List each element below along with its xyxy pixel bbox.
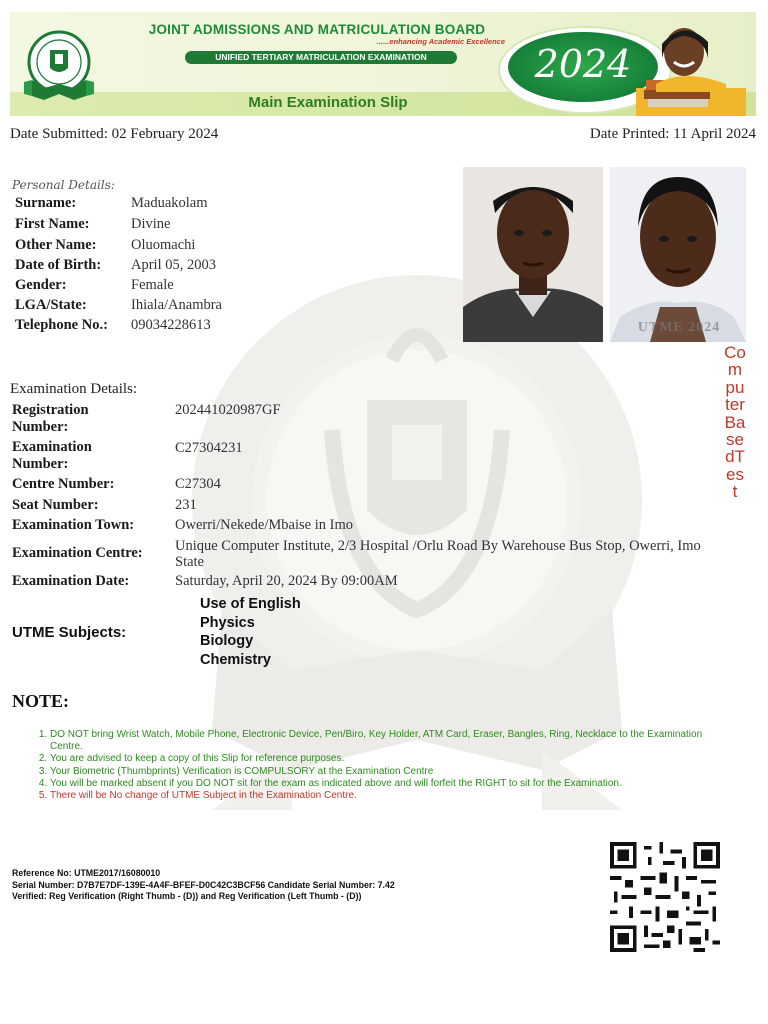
- photo-stamp: UTME 2024: [637, 320, 721, 335]
- registration-number-value: 202441020987GF: [175, 402, 281, 418]
- computer-based-test-label: ComputerBasedTest: [724, 343, 746, 502]
- other-name-value: Oluomachi: [131, 237, 196, 253]
- dob-label: Date of Birth:: [15, 257, 102, 273]
- subject-item: Physics: [200, 615, 255, 631]
- surname-value: Maduakolam: [131, 195, 208, 211]
- other-name-label: Other Name:: [15, 237, 97, 253]
- examination-date-label: Examination Date:: [12, 573, 130, 589]
- notes-list: [38, 729, 730, 802]
- first-name-label: First Name:: [15, 216, 90, 232]
- centre-number-value: C27304: [175, 476, 221, 492]
- examination-centre-value: Unique Computer Institute, 2/3 Hospital /Orlu Road By Warehouse Bus Stop, Owerri, Imo State: [175, 538, 701, 570]
- examination-town-value: Owerri/Nekede/Mbaise in Imo: [175, 517, 353, 533]
- subject-item: Chemistry: [200, 652, 271, 668]
- personal-details-heading: Personal Details:: [12, 178, 115, 192]
- board-name: JOINT ADMISSIONS AND MATRICULATION BOARD: [148, 22, 486, 37]
- utme-subjects-label: UTME Subjects:: [12, 624, 127, 641]
- tagline: ......enhancing Academic Excellence: [376, 37, 505, 46]
- dob-value: April 05, 2003: [131, 257, 216, 273]
- surname-label: Surname:: [15, 195, 77, 211]
- examination-details-heading: Examination Details:: [10, 381, 138, 397]
- serial-number: Serial Number: D7B7E7DF-139E-4A4F-BFEF-D0C42C3BCF56 Candidate Serial Number: 7.42: [12, 880, 395, 890]
- examination-date-value: Saturday, April 20, 2024 By 09:00AM: [175, 573, 398, 589]
- year-text: 2024: [534, 42, 632, 86]
- examination-centre-label: Examination Centre:: [12, 545, 143, 561]
- note-item: 1. DO NOT bring Wrist Watch, Mobile Phone, Electronic Device, Pen/Biro, Key Holder, ATM Card, Eraser, Bangles, Ring, Necklace to the Examination Centre.: [50, 729, 730, 753]
- lga-state-label: LGA/State:: [15, 297, 87, 313]
- slip-title: Main Examination Slip: [248, 94, 408, 111]
- date-printed: Date Printed: 11 April 2024: [589, 126, 756, 142]
- subject-item: Biology: [200, 633, 254, 649]
- reference-number: Reference No: UTME2017/16080010: [12, 868, 161, 878]
- seat-number-label: Seat Number:: [12, 497, 99, 513]
- jamb-logo-icon: [22, 28, 96, 102]
- centre-number-label: Centre Number:: [12, 476, 115, 492]
- note-heading: NOTE:: [12, 691, 70, 711]
- seat-number-value: 231: [175, 497, 197, 513]
- examination-town-label: Examination Town:: [12, 517, 135, 533]
- examination-number-label: Examination Number:: [12, 439, 92, 472]
- date-submitted: Date Submitted: 02 February 2024: [10, 126, 219, 142]
- candidate-photo-registration: [463, 167, 603, 342]
- first-name-value: Divine: [131, 216, 171, 232]
- examination-number-value: C27304231: [175, 440, 243, 456]
- verification-info: Verified: Reg Verification (Right Thumb - (D)) and Reg Verification (Left Thumb - (D)): [12, 891, 362, 901]
- note-item: 4. You will be marked absent if you DO NOT sit for the exam as indicated above and will forfeit the RIGHT to sit for the Examination.: [50, 778, 730, 790]
- registration-number-label: Registration Number:: [12, 402, 89, 435]
- gender-value: Female: [131, 277, 174, 293]
- subject-item: Use of English: [200, 596, 301, 612]
- lga-state-value: Ihiala/Anambra: [131, 297, 222, 313]
- exam-name-pill: UNIFIED TERTIARY MATRICULATION EXAMINATION: [185, 51, 457, 64]
- note-item: 5. There will be No change of UTME Subject in the Examination Centre.: [50, 790, 730, 802]
- note-item: 2. You are advised to keep a copy of this Slip for reference purposes.: [50, 753, 730, 765]
- gender-label: Gender:: [15, 277, 67, 293]
- banner-person-illustration: [616, 18, 756, 116]
- candidate-photo-exam: [610, 167, 746, 342]
- qr-code-icon: [607, 842, 723, 952]
- header-banner: [10, 12, 756, 116]
- telephone-value: 09034228613: [131, 317, 211, 333]
- note-item: 3. Your Biometric (Thumbprints) Verification is COMPULSORY at the Examination Centre: [50, 766, 730, 778]
- telephone-label: Telephone No.:: [15, 317, 108, 333]
